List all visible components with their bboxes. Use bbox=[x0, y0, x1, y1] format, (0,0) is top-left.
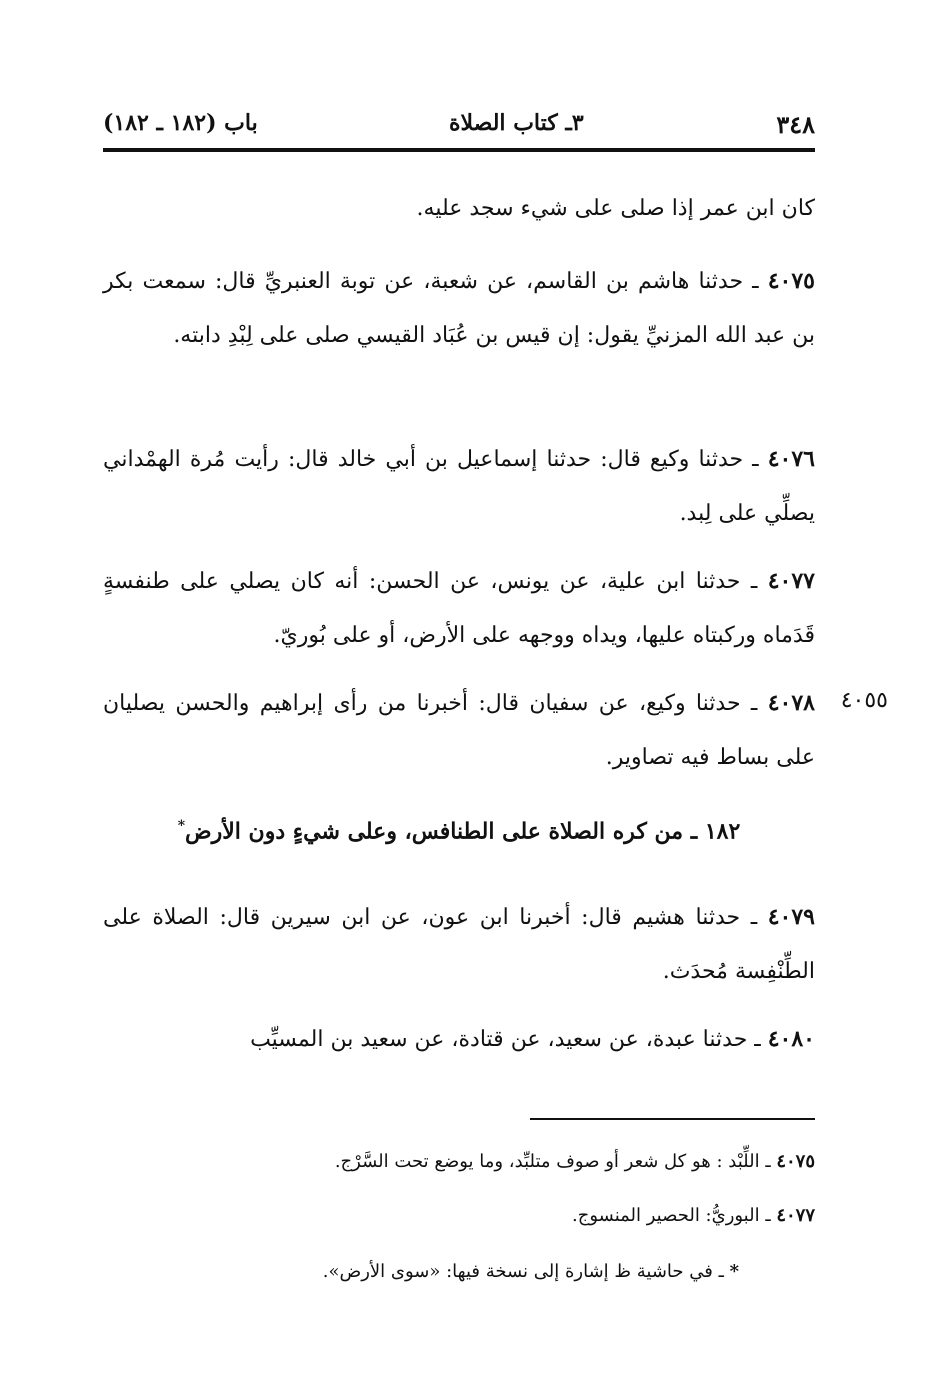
hadith-4078 bbox=[103, 676, 815, 785]
footnote bbox=[103, 1258, 739, 1286]
footnote-rule bbox=[530, 1118, 815, 1120]
margin-cross-reference: ٤٠٥٥ bbox=[840, 688, 888, 713]
hadith-number: ٤٠٧٦ bbox=[767, 446, 815, 472]
footnote-number: * bbox=[729, 1261, 739, 1282]
hadith-number: ٤٠٧٥ bbox=[767, 268, 815, 294]
chapter-heading bbox=[103, 818, 815, 844]
hadith-4075 bbox=[103, 254, 815, 363]
footnote bbox=[103, 1148, 815, 1176]
footnote-number: ٤٠٧٥ bbox=[776, 1151, 815, 1172]
hadith-number: ٤٠٧٨ bbox=[767, 690, 815, 716]
paragraph-text: كان ابن عمر إذا صلى على شيء سجد عليه. bbox=[416, 196, 815, 221]
footnote-marker: * bbox=[177, 818, 186, 834]
footnote-text: ـ اللِّبْد : هو كل شعر أو صوف متلبِّد، وما يوضع تحت السَّرْج. bbox=[334, 1151, 777, 1172]
hadith-text: ـ حدثنا وكيع، عن سفيان قال: أخبرنا من رأى إبراهيم والحسن يصليان على بساط فيه تصاوير. bbox=[103, 691, 815, 770]
chapter-heading-text: ١٨٢ ـ من كره الصلاة على الطنافس، وعلى شيءٍ دون الأرض bbox=[185, 818, 741, 845]
footnote-number: ٤٠٧٧ bbox=[776, 1205, 815, 1226]
hadith-text: ـ حدثنا عبدة، عن سعيد، عن قتادة، عن سعيد بن المسيِّب bbox=[250, 1027, 768, 1052]
running-header bbox=[103, 104, 815, 148]
hadith-number: ٤٠٧٩ bbox=[767, 904, 815, 930]
hadith-number: ٤٠٨٠ bbox=[767, 1026, 815, 1052]
book-title: ٣ـ كتاب الصلاة bbox=[449, 110, 584, 136]
hadith-4080 bbox=[103, 1012, 815, 1067]
chapter-range: باب (١٨٢ ـ ١٨٢) bbox=[103, 110, 258, 136]
paragraph bbox=[103, 182, 815, 236]
page-number: ٣٤٨ bbox=[776, 110, 815, 139]
hadith-4076 bbox=[103, 432, 815, 541]
footnote-text: ـ البوريُّ: الحصير المنسوج. bbox=[572, 1205, 777, 1226]
hadith-text: ـ حدثنا هشيم قال: أخبرنا ابن عون، عن ابن سيرين قال: الصلاة على الطِّنْفِسة مُحدَث. bbox=[103, 905, 815, 984]
hadith-text: ـ حدثنا وكيع قال: حدثنا إسماعيل بن أبي خالد قال: رأيت مُرة الهمْداني يصلِّي على لِبد. bbox=[103, 447, 815, 526]
hadith-number: ٤٠٧٧ bbox=[767, 568, 815, 594]
footnote bbox=[103, 1202, 815, 1230]
header-rule bbox=[103, 148, 815, 152]
footnote-text: ـ في حاشية ظ إشارة إلى نسخة فيها: «سوى الأرض». bbox=[322, 1261, 730, 1282]
hadith-4077 bbox=[103, 554, 815, 663]
hadith-4079 bbox=[103, 890, 815, 999]
hadith-text: ـ حدثنا ابن علية، عن يونس، عن الحسن: أنه كان يصلي على طنفسةٍ قَدَماه وركبتاه عليها، ويداه ووجهه على الأرض، أو على بُوريّ. bbox=[103, 569, 815, 648]
hadith-text: ـ حدثنا هاشم بن القاسم، عن شعبة، عن توبة العنبريِّ قال: سمعت بكر بن عبد الله المزنيِّ يقول: إن قيس بن عُبَاد القيسي صلى على لِبْدِ دابته. bbox=[103, 269, 815, 348]
